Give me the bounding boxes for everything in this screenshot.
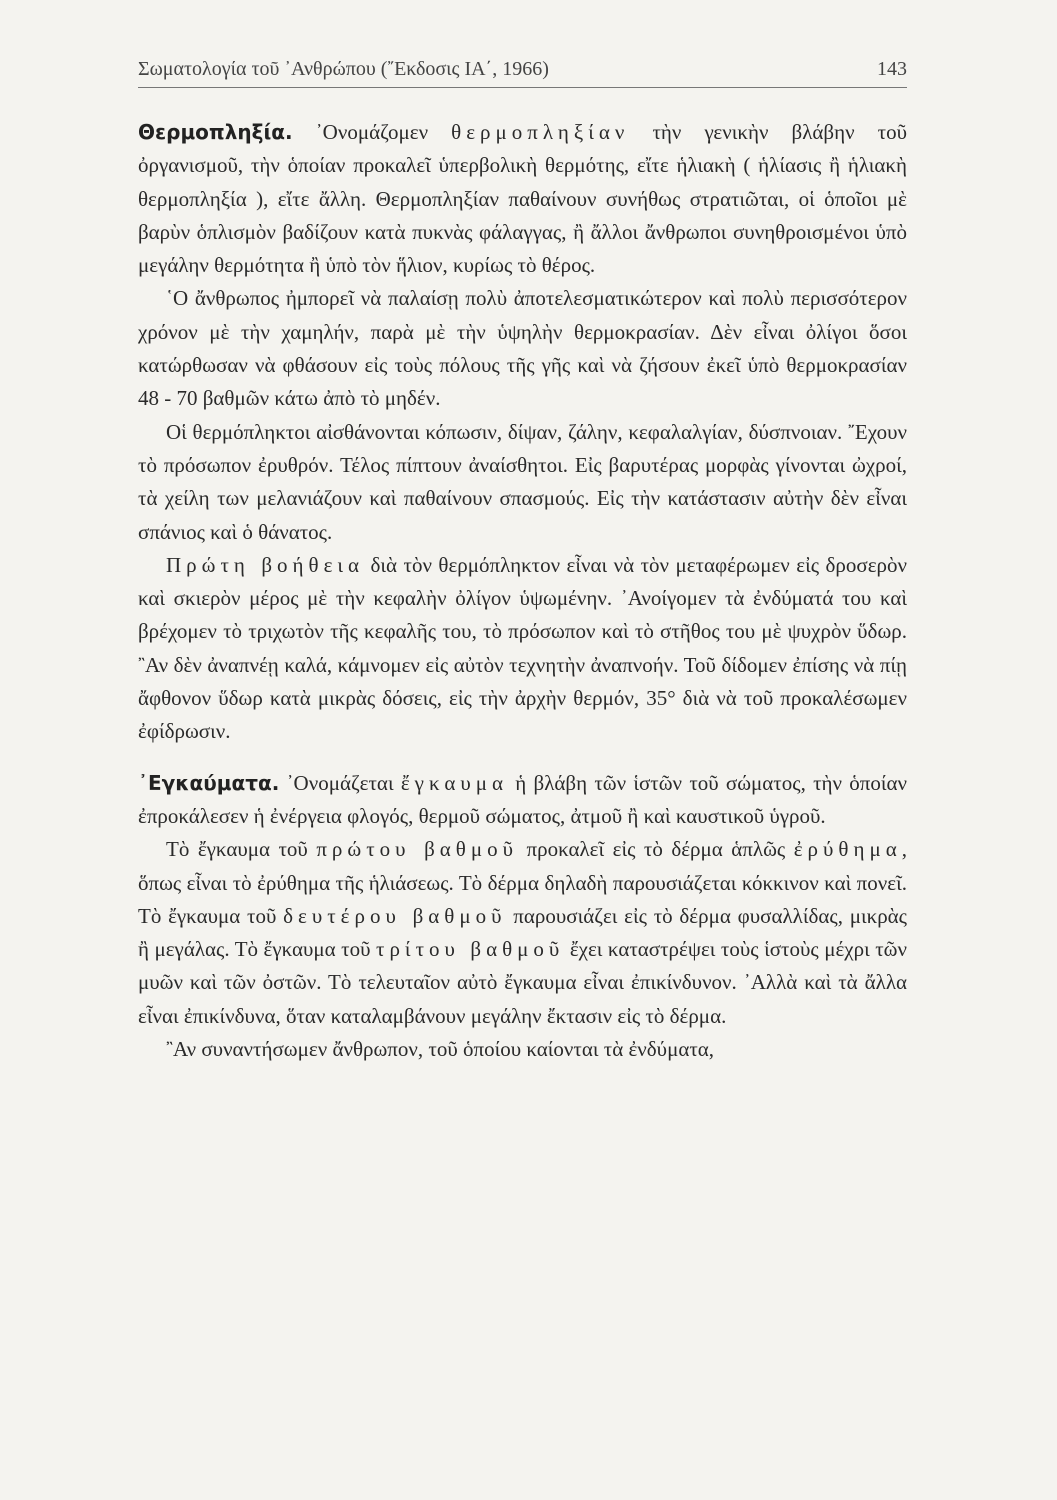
paragraph-burns-definition xyxy=(138,767,907,834)
spaced-term: δευτέρου βαθμοῦ xyxy=(283,903,507,928)
page-number: 143 xyxy=(877,58,907,80)
text-run: τὴν γενικὴν βλάβην τοῦ ὀργανισμοῦ, τὴν ὁποίαν προκαλεῖ ὑπερβολικὴ θερμότης, εἴτε ἡλιακὴ ( ἡλίασις ἢ ἡλιακὴ θερμοπληξία ), εἴτε ἄλλη. Θερμοπληξίαν παθαίνουν συνήθως στρατιῶται, οἱ ὁποῖοι μὲ βαρὺν ὁπλισμὸν βαδίζουν κατὰ πυκνὰς φάλαγγας, ἢ ἄλλοι ἄνθρωποι συνηθροισμένοι ὑπὸ μεγάλην θερμότητα ἢ ὑπὸ τὸν ἥλιον, κυρίως τὸ θέρος. xyxy=(138,120,907,278)
paragraph-temperature: ῾Ο ἄνθρωπος ἠμπορεῖ νὰ παλαίσῃ πολὺ ἀποτελεσματικώτερον καὶ πολὺ περισσότερον χρόνον μὲ τὴν χαμηλήν, παρὰ μὲ τὴν ὑψηλὴν θερμοκρασίαν. Δὲν εἶναι ὀλίγοι ὅσοι κατώρθωσαν νὰ φθάσουν εἰς τοὺς πόλους τῆς γῆς καὶ νὰ ζήσουν ἐκεῖ ὑπὸ θερμοκρασίαν 48 - 70 βαθμῶν κάτω ἀπὸ τὸ μηδέν. xyxy=(138,286,907,411)
paragraph-burning-clothes: ῍Αν συναντήσωμεν ἄνθρωπον, τοῦ ὁποίου καίονται τὰ ἐνδύματα, xyxy=(166,1037,715,1062)
text-run: ᾿Ονομάζεται xyxy=(279,770,401,795)
paragraph-heatstroke-definition xyxy=(138,116,907,282)
paragraph-first-aid xyxy=(138,549,907,749)
text-run: προκαλεῖ εἰς τὸ δέρμα ἁπλῶς xyxy=(517,837,794,862)
text-run: Τὸ ἔγκαυμα τοῦ xyxy=(166,837,317,862)
section-heading-heatstroke: Θερμοπληξία. xyxy=(138,120,293,144)
spaced-term: θερμοπληξίαν xyxy=(451,120,630,144)
text-run: παρουσιάζει εἰς τὸ δέρμα φυσαλλίδας, μικρὰς ἢ μεγάλας. Τὸ ἔγκαυμα τοῦ xyxy=(138,903,907,962)
spaced-term: τρίτου βαθμοῦ xyxy=(376,937,565,962)
text-run: ἡ βλάβη τῶν ἱστῶν τοῦ σώματος, τὴν ὁποίαν ἐπροκάλεσεν ἡ ἐνέργεια φλογός, θερμοῦ σώματος, ἀτμοῦ ἢ καὶ καυστικοῦ ὑγροῦ. xyxy=(138,770,907,828)
section-gap xyxy=(138,749,907,767)
spaced-term: ἔγκαυμα xyxy=(400,770,509,795)
text-run: , ὅπως εἶναι τὸ ἐρύθημα τῆς ἡλιάσεως. Τὸ δέρμα δηλαδὴ παρουσιάζεται κόκκινον καὶ πονεῖ. Τὸ ἔγκαυμα τοῦ xyxy=(138,837,907,928)
text-run: ᾿Ονομάζομεν xyxy=(292,120,452,144)
section-heading-burns: ᾿Εγκαύματα. xyxy=(138,770,280,795)
page-header xyxy=(138,58,907,87)
header-rule xyxy=(138,87,907,88)
paragraph-symptoms: Οἱ θερμόπληκτοι αἰσθάνονται κόπωσιν, δίψαν, ζάλην, κεφαλαλγίαν, δύσπνοιαν. ῎Εχουν τὸ πρόσωπον ἐρυθρόν. Τέλος πίπτουν ἀναίσθητοι. Εἰς βαρυτέρας μορφὰς γίνονται ὠχροί, τὰ χείλη των μελανιάζουν καὶ παθαίνουν σπασμούς. Εἰς τὴν κατάστασιν αὐτὴν δὲν εἶναι σπάνιος καὶ ὁ θάνατος. xyxy=(138,419,907,544)
spaced-term: Πρώτη βοήθεια xyxy=(166,552,365,577)
paragraph-burn-degrees xyxy=(138,833,907,1033)
spaced-term: ἐρύθημα xyxy=(793,837,902,862)
text-run: ἔχει καταστρέψει τοὺς ἱστοὺς μέχρι τῶν μυῶν καὶ τῶν ὀστῶν. Τὸ τελευταῖον αὐτὸ ἔγκαυμα εἶναι ἐπικίνδυνον. ᾿Αλλὰ καὶ τὰ ἄλλα εἶναι ἐπικίνδυνα, ὅταν καταλαμβάνουν μεγάλην ἔκτασιν εἰς τὸ δέρμα. xyxy=(138,937,907,1028)
spaced-term: πρώτου βαθμοῦ xyxy=(316,837,518,862)
running-title: Σωματολογία τοῦ ᾿Ανθρώπου (῎Εκδοσις ΙΑ΄, 1966) xyxy=(138,58,549,80)
text-run: διὰ τὸν θερμόπληκτον εἶναι νὰ τὸν μεταφέρωμεν εἰς δροσερὸν καὶ σκιερὸν μέρος μὲ τὴν κεφαλὴν ὀλίγον ὑψωμένην. ᾿Ανοίγομεν τὰ ἐνδύματά του καὶ βρέχομεν τὸ τριχωτὸν τῆς κεφαλῆς του, τὸ πρόσωπον καὶ τὸ στῆθος του μὲ ψυχρὸν ὕδωρ. ῍Αν δὲν ἀναπνέῃ καλά, κάμνομεν εἰς αὐτὸν τεχνητὴν ἀναπνοήν. Τοῦ δίδομεν ἐπίσης νὰ πίῃ ἄφθονον ὕδωρ κατὰ μικρὰς δόσεις, εἰς τὴν ἀρχὴν θερμόν, 35° διὰ νὰ τοῦ προκαλέσωμεν ἐφίδρωσιν. xyxy=(138,552,907,744)
